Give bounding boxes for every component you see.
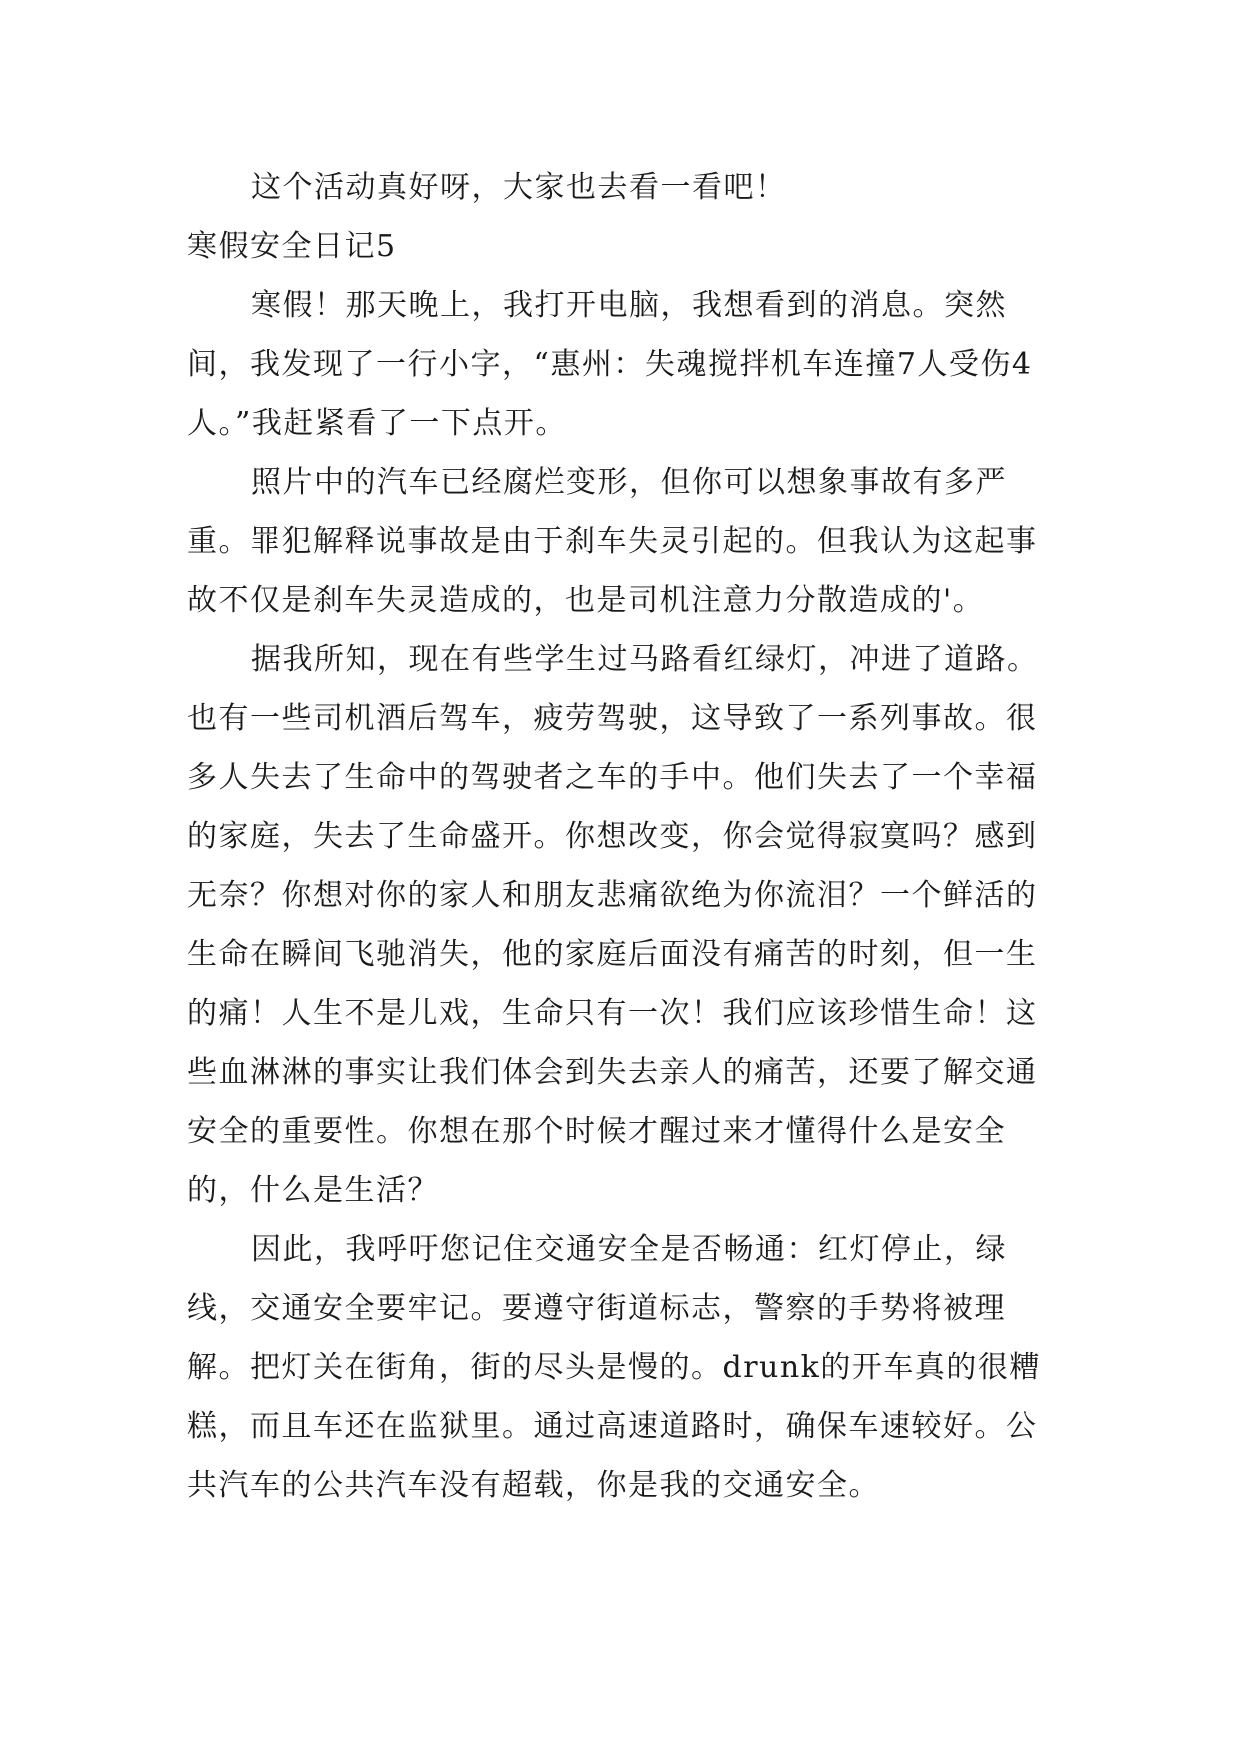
diary-title: 寒假安全日记5 <box>187 229 397 264</box>
intro-line: 这个活动真好呀，大家也去看一看吧！ <box>251 170 787 205</box>
paragraph: 因此，我呼吁您记住交通安全是否畅通：红灯停止，绿线，交通安全要牢记。要遵守街道标志，警察的手势将被理解。把灯关在街角，街的尽头是慢的。drunk的开车真的很糟糕，而且车还在监狱里。通过高速道路时，确保车速较好。公共汽车的公共汽车没有超载，你是我的交通安全。 <box>187 1232 1041 1503</box>
paragraph: 据我所知，现在有些学生过马路看红绿灯，冲进了道路。也有一些司机酒后驾车，疲劳驾驶，这导致了一系列事故。很多人失去了生命中的驾驶者之车的手中。他们失去了一个幸福的家庭，失去了生命盛开。你想改变，你会觉得寂寞吗？感到无奈？你想对你的家人和朋友悲痛欲绝为你流泪？一个鲜活的生命在瞬间飞驰消失，他的家庭后面没有痛苦的时刻，但一生的痛！人生不是儿戏，生命只有一次！我们应该珍惜生命！这些血淋淋的事实让我们体会到失去亲人的痛苦，还要了解交通安全的重要性。你想在那个时候才醒过来才懂得什么是安全的，什么是生活？ <box>187 642 1039 1208</box>
paragraph: 照片中的汽车已经腐烂变形，但你可以想象事故有多严重。罪犯解释说事故是由于刹车失灵引起的。但我认为这起事故不仅是刹车失灵造成的，也是司机注意力分散造成的'。 <box>187 465 1038 618</box>
document-body <box>187 158 1067 1515</box>
paragraph: 寒假！那天晚上，我打开电脑，我想看到的消息。突然间，我发现了一行小字，“惠州：失魂搅拌机车连撞7人受伤4人。”我赶紧看了一下点开。 <box>187 288 1033 441</box>
